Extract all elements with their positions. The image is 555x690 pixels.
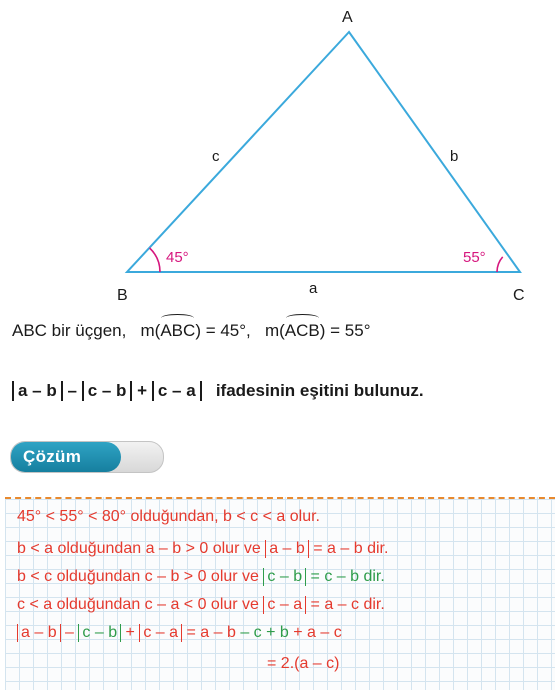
given-statement [12,318,371,341]
line3-post: = c – b dir. [310,568,385,585]
line5-abs-2: c – b [78,624,121,642]
line5-op-1: – [65,624,74,641]
line2-pre: b < a olduğundan a – b > 0 olur ve [17,540,261,557]
line2-post: = a – b dir. [313,540,389,557]
triangle-figure [0,0,555,310]
angle-abc: ABC [160,318,195,341]
angle-acb: ACB [285,318,320,341]
solution-badge [10,441,164,473]
line5-op-2: + [125,624,135,641]
solution-badge-label: Çözüm [11,442,121,472]
side-b-label: b [450,148,459,165]
given-eq1: ) = 45°, [195,321,251,340]
question-abs-2: c – b [82,381,133,401]
solution-line-4 [17,596,385,614]
question-statement [12,381,424,401]
given-m2: m( [264,321,285,340]
line5-tail: + a – c [293,624,342,641]
line5-eq: = a – b [186,624,236,641]
solution-box [5,497,555,690]
angle-c-arc [497,257,503,272]
vertex-c-label: C [513,287,525,304]
given-prefix: ABC bir üçgen, [12,321,127,340]
line5-abs-1: a – b [17,624,61,642]
given-m1: m( [140,321,161,340]
line3-abs: c – b [263,568,306,586]
line5-green: – c + b [240,624,289,641]
solution-line-3 [17,568,385,586]
question-op-2: + [137,381,148,400]
angle-b-label: 45° [166,249,189,266]
angle-c-label: 55° [463,249,486,266]
triangle-abc [127,32,520,272]
question-abs-3: c – a [152,381,202,401]
solution-line-6: = 2.(a – c) [267,655,340,672]
line4-post: = a – c dir. [310,596,385,613]
line3-pre: b < c olduğundan c – b > 0 olur ve [17,568,259,585]
solution-line-5 [17,624,342,642]
line4-abs: c – a [263,596,306,614]
side-c-label: c [212,148,220,165]
question-abs-1: a – b [12,381,63,401]
line4-pre: c < a olduğundan c – a < 0 olur ve [17,596,259,613]
side-a-label: a [309,280,318,297]
question-op-1: – [67,381,77,400]
vertex-b-label: B [117,287,128,304]
line2-abs: a – b [265,540,309,558]
angle-b-arc [150,248,160,272]
vertex-a-label: A [342,9,353,26]
line5-abs-3: c – a [139,624,182,642]
solution-line-1: 45° < 55° < 80° olduğundan, b < c < a olur. [17,508,320,525]
solution-line-2 [17,540,388,558]
given-eq2: ) = 55° [319,321,371,340]
question-text: ifadesinin eşitini bulunuz. [215,381,424,400]
